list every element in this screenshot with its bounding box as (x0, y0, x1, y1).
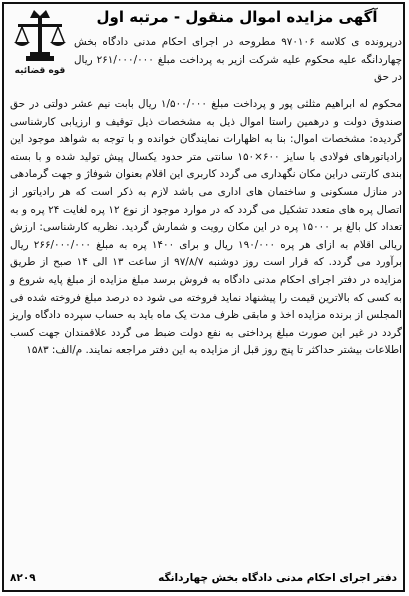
issuer-name: دفتر اجرای احکام مدنی دادگاه بخش چهاردانگه (158, 572, 397, 584)
logo-caption: قوه قضائیه (14, 66, 66, 76)
notice-body-text: محکوم له ابراهیم مثلثی پور و پرداخت مبلغ ۱/۵۰۰/۰۰۰ ریال بابت نیم عشر دولتی در حق صندوق دولت و درهمین راستا اموال ذیل به مشخصات ذیل توقیف و ارزیابی کارشناسی گردیده: مشخصات اموال: بنا به اظهارات نمایندگان خوانده و با توجه به شواهد موجود این رادیاتورهای فولادی با سایز ۶۰۰×۱۵۰ سانتی متر حدود یکسال پیش تولید شده و با بسته بندی کارتنی دراین مکان نگهداری می گردد کاربری این اقلام بعنوان شوفاژ و جهت گرمادهی در منازل مسکونی و ساختمان های اداری می باشد لازم به ذکر است که هر رادیاتور از اتصال پره های متعدد تشکیل می گردد که در موارد موجود از نوع ۱۲ پره لغایت ۲۴ پره و به تعداد کل بالغ بر ۱۵۰۰۰ پره در این مکان رویت و شمارش گردید. نظریه کارشناسی: ارزش ریالی اقلام به ازای هر پره ۱۹۰/۰۰۰ ریال و برای ۱۴۰۰ پره به مبلغ ۲۶۶/۰۰۰/۰۰۰ ریال برآورد می گردد. که قرار است روز دوشنبه ۹۷/۸/۷ از ساعت ۱۳ الی ۱۴ صبح از طریق مزایده در دفتر اجرای احکام مدنی دادگاه به فروش برسد مبلغ مزایده از مبلغ پایه شروع و به کسی که بالاترین قیمت را پیشنهاد نماید فروخته می شود ده درصد مبلغ فروخته شده فی المجلس از برنده مزایده اخذ و مابقی ظرف مدت یک ماه باید به حساب سپرده دادگاه واریز گردد در غیر این صورت مبلغ پرداختی به نفع دولت ضبط می گردد علاقمندان جهت کسب اطلاعات بیشتر حداکثر تا پنج روز قبل از مزایده به این دفتر مراجعه نمایند. م/الف: ۱۵۸۳ (10, 98, 403, 357)
scales-of-justice-icon (12, 8, 68, 68)
auction-notice (2, 2, 405, 592)
notice-title: آگهی مزایده اموال منقول - مرتبه اول (96, 8, 378, 26)
notice-code: ۸۲۰۹ (10, 572, 36, 584)
notice-footer (10, 572, 397, 590)
notice-intro-text: درپرونده ی کلاسه ۹۷۰۱۰۶ مطروحه در اجرای احکام مدنی دادگاه بخش چهاردانگه علیه محکوم علیه شرکت ازیر به پرداخت مبلغ ۲۶۱/۰۰۰/۰۰۰ ریال در حق (74, 36, 402, 84)
